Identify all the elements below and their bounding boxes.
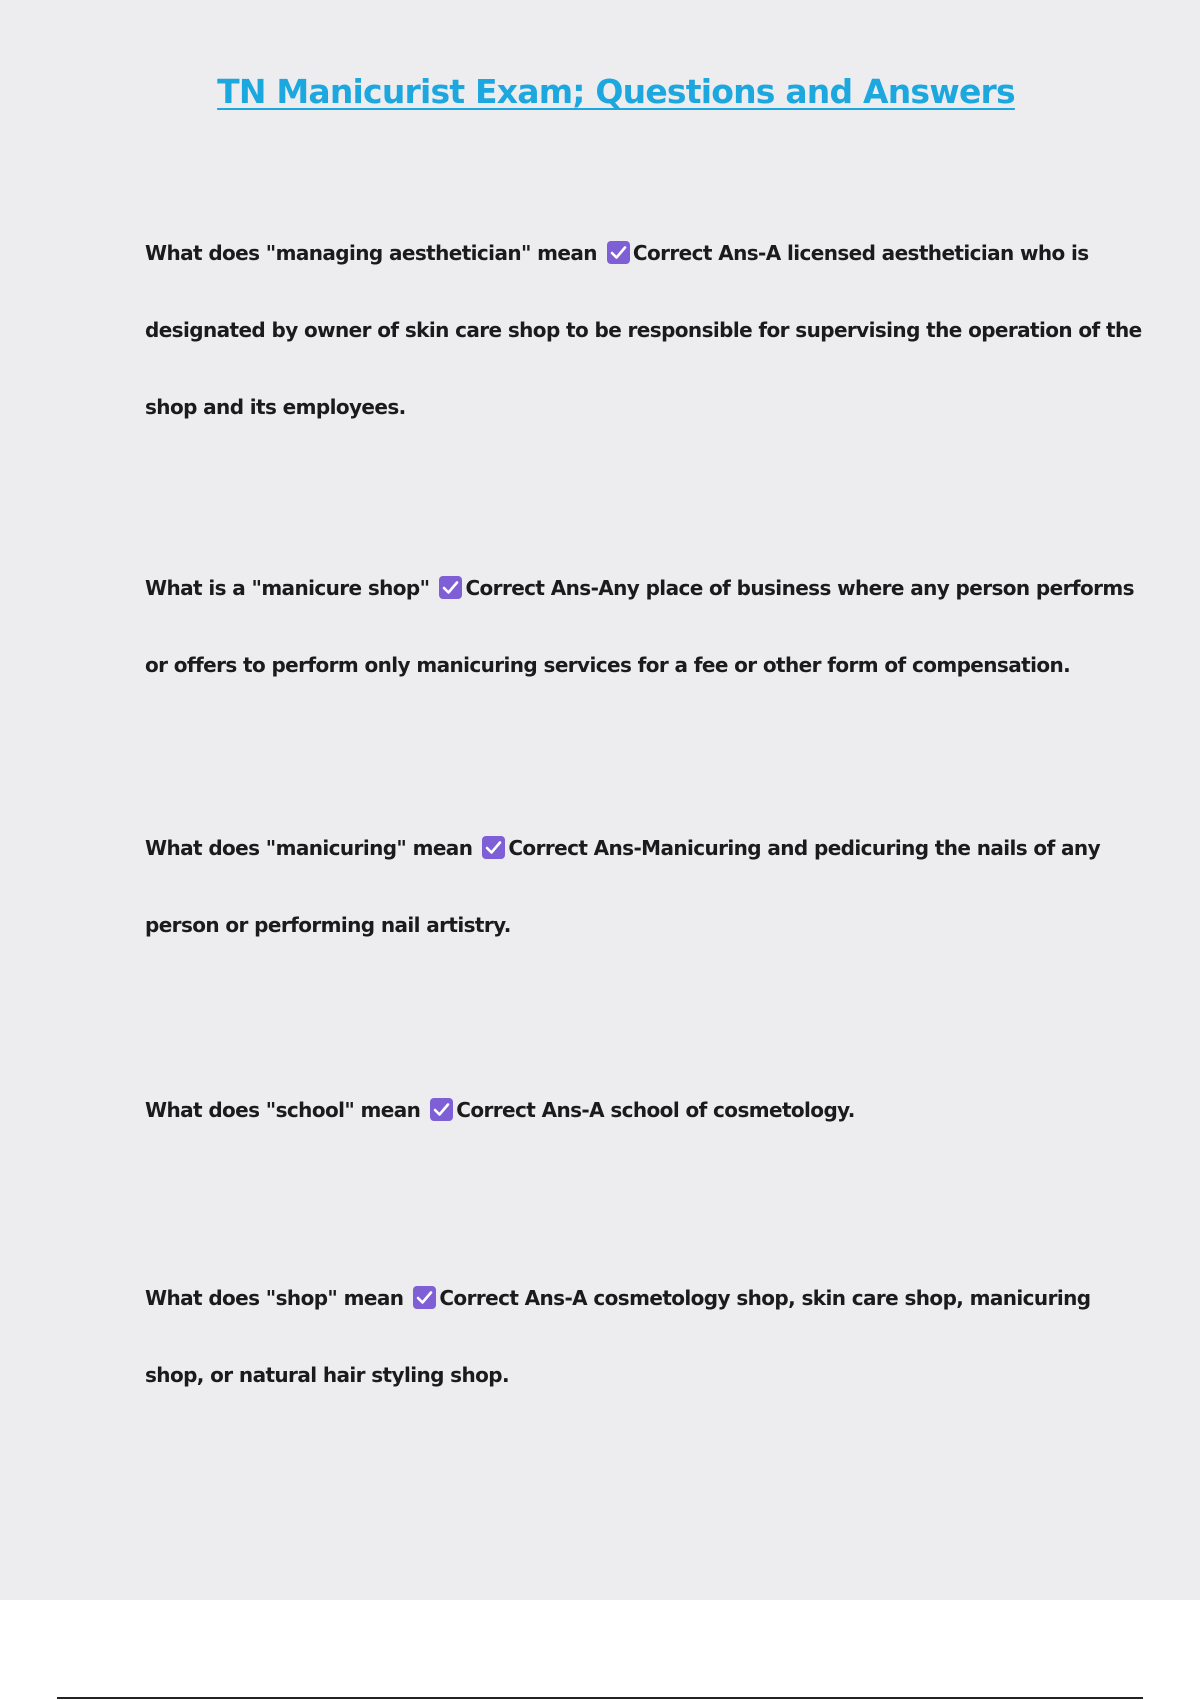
- answer-continuation: person or performing nail artistry.: [145, 913, 511, 937]
- check-icon: [439, 576, 462, 599]
- qa-item-4: [145, 1072, 1085, 1149]
- qa-line: [145, 215, 1089, 292]
- check-icon: [413, 1286, 436, 1309]
- question-text: What does "managing aesthetician" mean: [145, 241, 597, 265]
- qa-line: [145, 1072, 1085, 1149]
- question-text: What does "manicuring" mean: [145, 836, 473, 860]
- answer-text: Correct Ans-Any place of business where any person performs: [465, 576, 1134, 600]
- qa-item-1: [145, 215, 1142, 446]
- check-icon: [607, 241, 630, 264]
- check-icon: [430, 1098, 453, 1121]
- answer-continuation: shop, or natural hair styling shop.: [145, 1363, 509, 1387]
- check-icon: [482, 836, 505, 859]
- qa-item-2: [145, 550, 1134, 704]
- qa-line: [145, 1260, 1091, 1337]
- qa-item-5: [145, 1260, 1091, 1414]
- answer-text: Correct Ans-A cosmetology shop, skin care shop, manicuring: [439, 1286, 1091, 1310]
- qa-item-3: [145, 810, 1101, 964]
- question-text: What does "shop" mean: [145, 1286, 404, 1310]
- question-text: What is a "manicure shop": [145, 576, 430, 600]
- answer-text: Correct Ans-Manicuring and pedicuring the nails of any: [508, 836, 1101, 860]
- footer-divider: [57, 1697, 1143, 1699]
- qa-line: [145, 550, 1134, 627]
- question-text: What does "school" mean: [145, 1098, 421, 1122]
- qa-line: [145, 810, 1101, 887]
- answer-continuation: shop and its employees.: [145, 395, 406, 419]
- answer-text: Correct Ans-A school of cosmetology.: [456, 1098, 855, 1122]
- answer-continuation: designated by owner of skin care shop to be responsible for supervising the operation of the: [145, 318, 1142, 342]
- document-title: TN Manicurist Exam; Questions and Answers: [217, 72, 1015, 111]
- answer-text: Correct Ans-A licensed aesthetician who is: [632, 241, 1089, 265]
- answer-continuation: or offers to perform only manicuring services for a fee or other form of compensation.: [145, 653, 1071, 677]
